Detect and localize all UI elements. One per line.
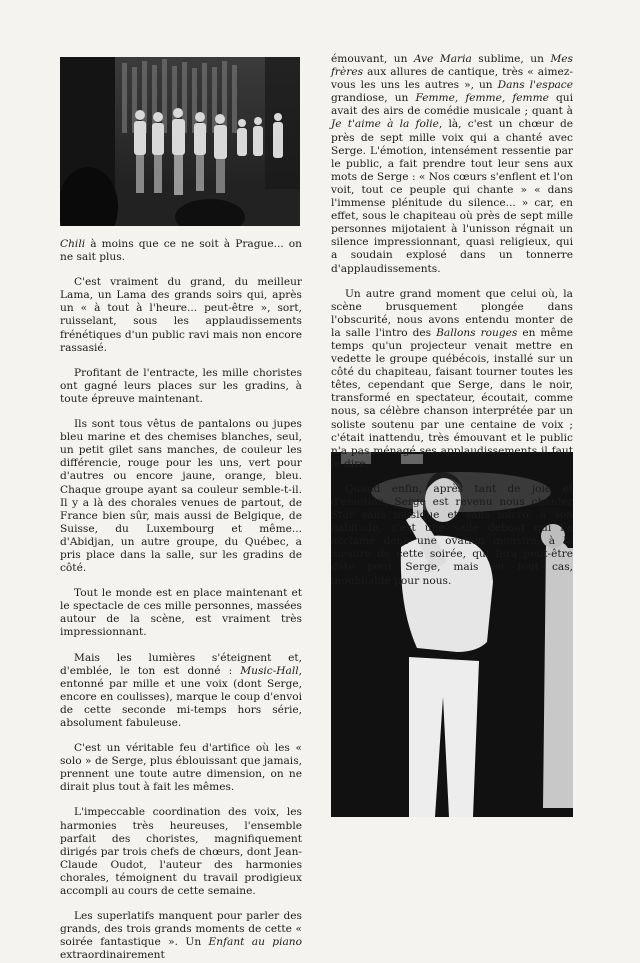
text-run: à moins que ce ne soit à Prague... on ne sait plus. xyxy=(60,238,302,264)
song-title: Ballons rouges xyxy=(436,326,518,339)
text-run: , entonné par mille et une voix (dont Serge, encore en coulisses), marque le coup d'envoi de cette seconde mi-temps hors série, absolument fabuleuse. xyxy=(60,664,302,729)
text-run: émouvant, un xyxy=(331,53,414,65)
song-title: Femme, femme, femme xyxy=(415,92,549,105)
right-paragraph-2 xyxy=(331,288,573,471)
left-text-column xyxy=(60,238,302,963)
song-title: Star xyxy=(331,509,354,522)
text-run: Quand enfin, après tant de joie et d'émotion, Serge est revenu nous chanter xyxy=(331,482,573,508)
text-run: , là, c'est un chœur de près de sept mille voix qui a chanté avec Serge. L'émotion, intensément ressentie par le public, a fait prendre tout leur sens aux mots de Serge : « Nos cœurs s'enflent et l'on voit, tout ce peuple qui chante » « dans l'immense plénitude du silence... » car, en effet, sous le chapiteau où près de sept mille personnes mijotaient à l'unisson régnait un silence impressionnant, quasi religieux, qui a soudain explosé dans un tonnerre d'applaudissements. xyxy=(331,118,573,275)
song-title: Music-Hall xyxy=(240,664,299,677)
left-paragraph-9 xyxy=(60,910,302,962)
song-title: Chili xyxy=(60,238,86,250)
left-paragraph-7: C'est un véritable feu d'artifice où les « solo » de Serge, plus éblouissant que jamais, prennent une toute autre dimension, on ne dirait plus tout à fait les mêmes. xyxy=(60,742,302,794)
text-run: Un autre grand moment que celui où, la scène brusquement plongée dans l'obscurité, nous avons entendu monter de la salle l'intro des xyxy=(331,287,573,339)
left-paragraph-6 xyxy=(60,652,302,731)
left-paragraph-5: Tout le monde est en place maintenant et le spectacle de ces mille personnes, massées autour de la scène, est vraiment très impressionnant. xyxy=(60,587,302,639)
right-paragraph-1 xyxy=(331,53,573,276)
song-title: Ave Maria xyxy=(413,53,472,65)
left-paragraph-4: Ils sont tous vêtus de pantalons ou jupes bleu marine et des chemises blanches, seul, un petit gilet sans manches, de couleur les différencie, rouge pour les uns, vert pour d'autres ou encore jaune, orange, bleu. Chaque groupe ayant sa couleur semble-t-il. Il y a là des chorales venues de partout, de France bien sûr, mais aussi de Belgique, de Suisse, du Luxembourg et même... d'Abidjan, un autre groupe, du Québec, a pris place dans la salle, sur les gradins de côté. xyxy=(60,418,302,575)
right-paragraph-3 xyxy=(331,483,573,588)
song-title: Mes frères xyxy=(331,53,573,79)
right-text-column xyxy=(331,53,573,588)
text-run: en même temps qu'un projecteur venait mettre en vedette le groupe québécois, installé sur un côté du chapiteau, faisant tourner toutes les têtes, cependant que Serge, dans le noir, transformé en spectateur, écoutait, comme nous, sa célèbre chanson interprétée par un soliste soutenu par une centaine de voix ; c'était inattendu, très émouvant et le public n'a pas ménagé ses applaudissements il faut le dire. xyxy=(331,326,574,470)
left-paragraph-8: L'impeccable coordination des voix, les harmonies très heureuses, l'ensemble parfait des choristes, magnifiquement dirigés par trois chefs de chœurs, dont Jean-Claude Oudot, l'auteur des harmonies chorales, témoignent du travail prodigieux accompli au cours de cette semaine. xyxy=(60,806,302,898)
text-run: extraordinairement xyxy=(60,949,165,962)
choir-stage-photo xyxy=(60,57,300,226)
text-run: sans musique et sans micro, à son habitude, c'est une salle debout qui l'a acclamé dans une ovation monstre, à la mesure de cette soirée, qui fera peut-être date pour Serge, mais en tout cas, inoubliable pour nous. xyxy=(331,509,573,587)
text-run: Les superlatifs manquent pour parler des grands, des trois grands moments de cette « soirée fantastique ». Un xyxy=(60,910,302,949)
text-run: Mais les lumières s'éteignent et, d'emblée, le ton est donné : xyxy=(60,651,302,677)
text-run: sublime, un xyxy=(471,53,551,65)
text-run: grandiose, un xyxy=(331,92,416,105)
song-title: Je t'aime à la folie xyxy=(331,118,439,131)
left-paragraph-3: Profitant de l'entracte, les mille choristes ont gagné leurs places sur les gradins, à toute épreuve maintenant. xyxy=(60,366,302,405)
left-paragraph-2: C'est vraiment du grand, du meilleur Lama, un Lama des grands soirs qui, après un « à tout à l'heure... peut-être », sort, ruisselant, sous les applaudissements frénétiques d'un public ravi mais non encore rassasié. xyxy=(60,276,302,354)
song-title: Dans l'espace xyxy=(497,79,573,92)
choir-stage-illustration xyxy=(60,57,300,226)
text-run: qui avait des airs de comédie musicale ; quant à xyxy=(331,92,573,118)
left-paragraph-1 xyxy=(60,238,302,264)
song-title: Enfant au piano xyxy=(208,936,302,949)
text-run: aux allures de cantique, très « aimez-vous les uns les autres », un xyxy=(331,66,573,92)
